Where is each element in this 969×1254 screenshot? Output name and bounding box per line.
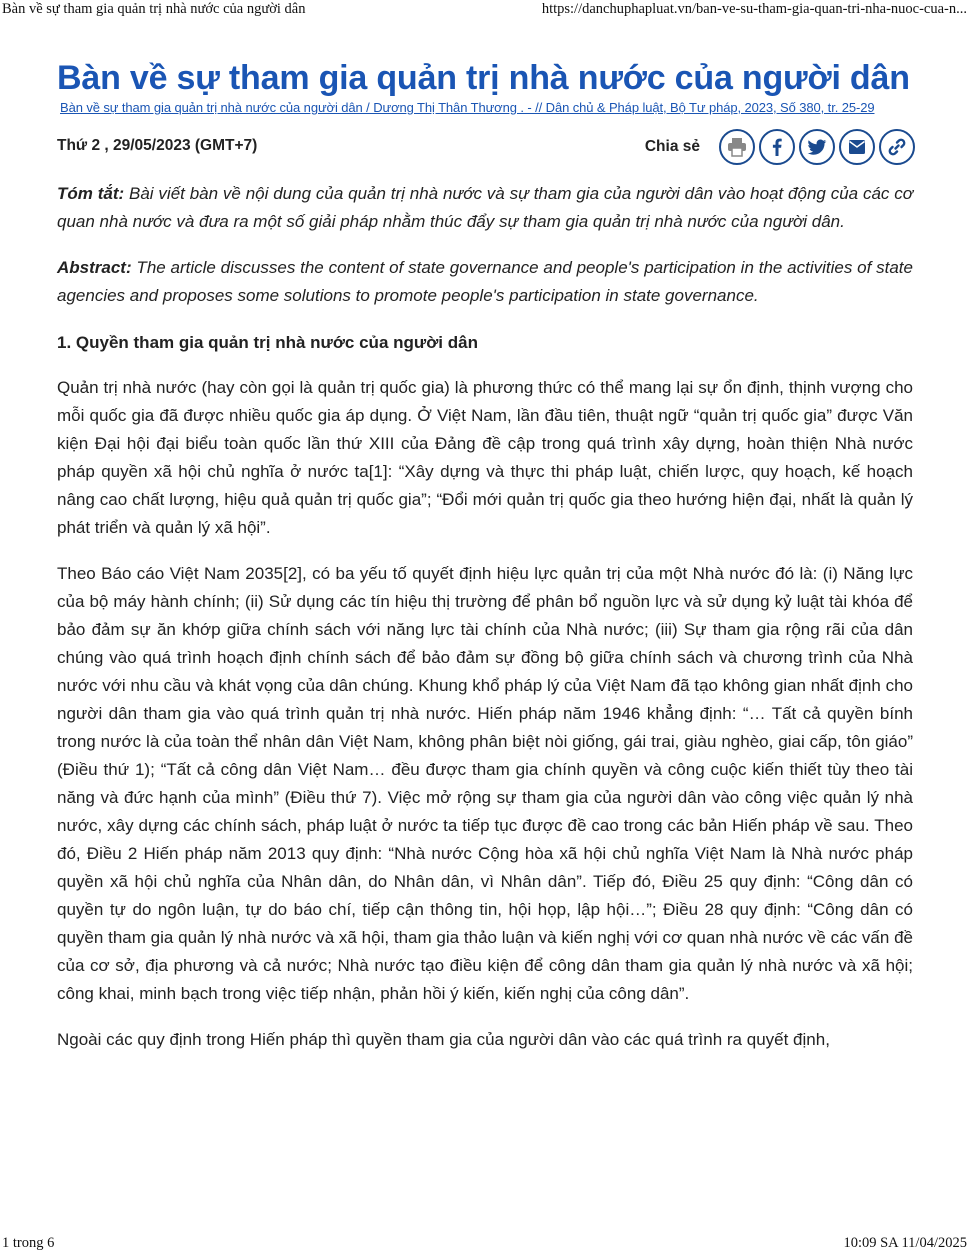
- print-header-url: https://danchuphapluat.vn/ban-ve-su-tham-gia-quan-tri-nha-nuoc-cua-n...: [541, 1, 967, 17]
- print-footer: [0, 1232, 969, 1254]
- twitter-button[interactable]: [799, 129, 835, 165]
- share-label: Chia sẻ: [644, 138, 700, 155]
- print-button[interactable]: [719, 129, 755, 165]
- abstract-label: Abstract:: [57, 258, 132, 277]
- summary-text: Bài viết bàn về nội dung của quản trị nhà nước và sự tham gia của người dân vào hoạt động của các cơ quan nhà nước và đưa ra một số giải pháp nhằm thúc đẩy sự tham gia quản trị nhà nước của người dân.: [57, 184, 914, 231]
- section-heading: 1. Quyền tham gia quản trị nhà nước của người dân: [57, 333, 478, 352]
- article-title: Bàn về sự tham gia quản trị nhà nước của người dân: [57, 59, 910, 97]
- twitter-icon: [806, 136, 828, 158]
- copy-link-button[interactable]: [879, 129, 915, 165]
- link-icon: [886, 136, 908, 158]
- body-paragraph-2: Theo Báo cáo Việt Nam 2035[2], có ba yếu tố quyết định hiệu lực quản trị của một Nhà nước đó là: (i) Năng lực của bộ máy hành chính; (ii) Sử dụng các tín hiệu thị trường để phân bổ nguồn lực và sử dụng kỷ luật tài khóa để bảo đảm sự ăn khớp giữa chính sách với năng lực tài chính của Nhà nước; (iii) Sự tham gia rộng rãi của dân chúng vào quá trình hoạch định chính sách để bảo đảm sự đồng bộ giữa chính sách và chương trình của Nhà nước với nhu cầu và khát vọng của dân chúng. Khung khổ pháp lý của Việt Nam đã tạo không gian nhất định cho người dân tham gia vào quá trình quản trị nhà nước. Hiến pháp năm 1946 khẳng định: “… Tất cả quyền bính trong nước là của toàn thể nhân dân Việt Nam, không phân biệt nòi giống, gái trai, giàu nghèo, giai cấp, tôn giáo” (Điều thứ 1); “Tất cả công dân Việt Nam… đều được tham gia chính quyền và công cuộc kiến thiết tùy theo tài năng và đức hạnh của mình” (Điều thứ 7). Việc mở rộng sự tham gia của người dân vào công việc quản lý nhà nước, xây dựng các chính sách, pháp luật ở nước ta tiếp tục được đề cao trong các bản Hiến pháp về sau. Theo đó, Điều 2 Hiến pháp năm 2013 quy định: “Nhà nước Cộng hòa xã hội chủ nghĩa Việt Nam là Nhà nước pháp quyền xã hội chủ nghĩa của Nhân dân, do Nhân dân, vì Nhân dân”. Tiếp đó, Điều 25 quy định: “Công dân có quyền tự do ngôn luận, tự do báo chí, tiếp cận thông tin, hội họp, lập hội…”; Điều 28 quy định: “Công dân có quyền tham gia quản lý nhà nước và xã hội, tham gia thảo luận và kiến nghị với cơ quan nhà nước về các vấn đề của cơ sở, địa phương và cả nước; Nhà nước tạo điều kiện để công dân tham gia quản lý nhà nước và xã hội; công khai, minh bạch trong việc tiếp nhận, phản hồi ý kiến, kiến nghị của công dân”.: [57, 564, 913, 1003]
- email-button[interactable]: [839, 129, 875, 165]
- summary-paragraph: [57, 180, 913, 236]
- body-paragraph-3: Ngoài các quy định trong Hiến pháp thì quyền tham gia của người dân vào các quá trình ra quyết định,: [57, 1030, 830, 1049]
- citation-link[interactable]: Bàn về sự tham gia quản trị nhà nước của người dân / Dương Thị Thân Thương . - // Dân chủ & Pháp luật, Bộ Tư pháp, 2023, Số 380, tr. 25-29: [60, 100, 875, 115]
- abstract-paragraph: [57, 254, 913, 310]
- print-header: [0, 0, 969, 22]
- meta-row: [57, 129, 913, 177]
- facebook-button[interactable]: [759, 129, 795, 165]
- facebook-icon: [766, 136, 788, 158]
- abstract-text: The article discusses the content of state governance and people's participation in the activities of state agencies and proposes some solutions to promote people's participation in state governance.: [57, 258, 913, 305]
- email-icon: [846, 136, 868, 158]
- share-bar: [645, 129, 915, 165]
- page-counter: 1 trong 6: [2, 1235, 55, 1251]
- publish-date: Thứ 2 , 29/05/2023 (GMT+7): [57, 137, 258, 154]
- article: [57, 56, 913, 1054]
- body-paragraph-1: Quản trị nhà nước (hay còn gọi là quản trị quốc gia) là phương thức có thể mang lại sự ổn định, thịnh vượng cho mỗi quốc gia đã được nhiều quốc gia áp dụng. Ở Việt Nam, lần đầu tiên, thuật ngữ “quản trị quốc gia” được Văn kiện Đại hội đại biểu toàn quốc lần thứ XIII của Đảng đề cập trong quá trình xây dựng, hoàn thiện Nhà nước pháp quyền xã hội chủ nghĩa ở nước ta[1]: “Xây dựng và thực thi pháp luật, chiến lược, quy hoạch, kế hoạch nâng cao chất lượng, hiệu quả quản trị quốc gia”; “Đổi mới quản trị quốc gia theo hướng hiện đại, nhất là quản lý phát triển và quản lý xã hội”.: [57, 378, 913, 537]
- print-header-title: Bàn về sự tham gia quản trị nhà nước của người dân: [2, 1, 306, 17]
- print-icon: [726, 136, 748, 158]
- print-timestamp: 10:09 SA 11/04/2025: [843, 1235, 967, 1251]
- summary-label: Tóm tắt:: [57, 184, 125, 203]
